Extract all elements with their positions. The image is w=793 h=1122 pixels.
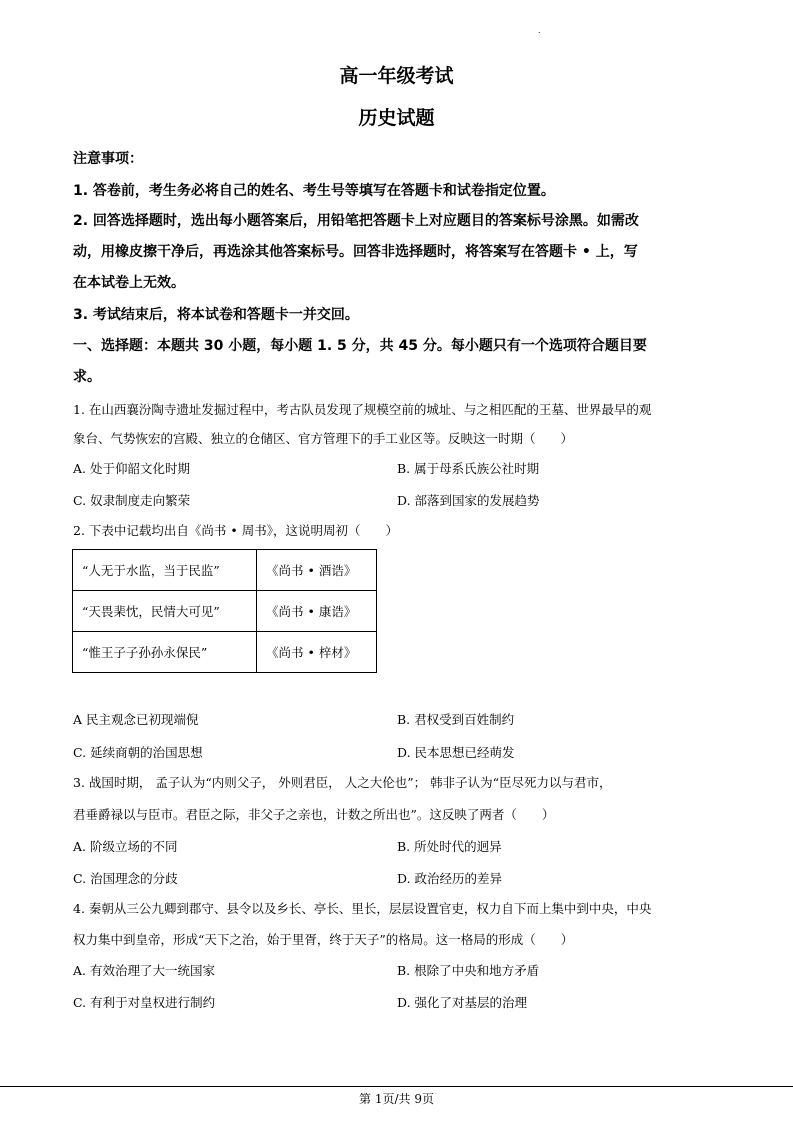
source-cell: 《尚书 • 康诰》 bbox=[257, 591, 377, 632]
q4-option-d: D. 强化了对基层的治理 bbox=[397, 995, 528, 1010]
q4-stem-line-2: 权力集中到皇帝，形成“天下之治，始于里胥，终于天子”的格局。这一格局的形成（ ） bbox=[73, 932, 574, 947]
q3-option-c: C. 治国理念的分歧 bbox=[73, 871, 178, 886]
q1-stem-line-2: 象台、气势恢宏的宫殿、独立的仓储区、官方管理下的手工业区等。反映这一时期（ ） bbox=[73, 431, 574, 446]
notice-item-1: 1. 答卷前，考生务必将自己的姓名、考生号等填写在答题卡和试卷指定位置。 bbox=[73, 183, 555, 199]
source-cell: 《尚书 • 梓材》 bbox=[257, 632, 377, 673]
subject-title: 历史试题 bbox=[358, 107, 435, 129]
section-heading-line-1: 一、选择题：本题共 30 小题，每小题 1. 5 分，共 45 分。每小题只有一个选项符合题目要 bbox=[73, 338, 647, 354]
notice-heading: 注意事项： bbox=[73, 151, 143, 167]
q2-option-d: D. 民本思想已经萌发 bbox=[397, 745, 515, 760]
table-row bbox=[73, 550, 377, 591]
quote-cell: “天畏棐忱，民情大可见” bbox=[73, 591, 257, 632]
notice-item-3: 3. 考试结束后，将本试卷和答题卡一并交回。 bbox=[73, 307, 359, 323]
quote-cell: “人无于水监，当于民监” bbox=[73, 550, 257, 591]
q3-option-a: A. 阶级立场的不同 bbox=[73, 839, 178, 854]
q4-option-b: B. 根除了中央和地方矛盾 bbox=[397, 963, 540, 978]
table-row bbox=[73, 632, 377, 673]
source-cell: 《尚书 • 酒诰》 bbox=[257, 550, 377, 591]
q1-option-d: D. 部落到国家的发展趋势 bbox=[397, 493, 540, 508]
q2-option-a: A 民主观念已初现端倪 bbox=[73, 712, 199, 727]
q1-option-b: B. 属于母系氏族公社时期 bbox=[397, 461, 540, 476]
footer-divider bbox=[0, 1086, 793, 1087]
exam-title: 高一年级考试 bbox=[339, 65, 454, 87]
q2-option-b: B. 君权受到百姓制约 bbox=[397, 712, 515, 727]
q1-option-a: A. 处于仰韶文化时期 bbox=[73, 461, 190, 476]
q3-option-d: D. 政治经历的差异 bbox=[397, 871, 503, 886]
section-heading-line-2: 求。 bbox=[73, 369, 101, 385]
table-row bbox=[73, 591, 377, 632]
q3-stem-line-1: 3. 战国时期， 孟子认为“内则父子， 外则君臣， 人之大伦也”； 韩非子认为“臣尽死力以与君市， bbox=[73, 775, 612, 790]
q2-option-c: C. 延续商朝的治国思想 bbox=[73, 745, 203, 760]
q4-option-a: A. 有效治理了大一统国家 bbox=[73, 963, 215, 978]
q1-option-c: C. 奴隶制度走向繁荣 bbox=[73, 493, 191, 508]
q2-quotes-table bbox=[72, 549, 377, 673]
q3-option-b: B. 所处时代的迥异 bbox=[397, 839, 502, 854]
corner-mark: . bbox=[538, 26, 541, 35]
quote-cell: “惟王子子孙孙永保民” bbox=[73, 632, 257, 673]
q1-stem-line-1: 1. 在山西襄汾陶寺遗址发掘过程中，考古队员发现了规模空前的城址、与之相匹配的王墓、世界最早的观 bbox=[73, 402, 652, 417]
q2-stem: 2. 下表中记载均出自《尚书 • 周书》，这说明周初（ ） bbox=[73, 523, 398, 538]
notice-item-2-line-3: 在本试卷上无效。 bbox=[73, 275, 185, 291]
notice-item-2-line-1: 2. 回答选择题时，选出每小题答案后，用铅笔把答题卡上对应题目的答案标号涂黑。如需改 bbox=[73, 213, 639, 229]
q4-stem-line-1: 4. 秦朝从三公九卿到郡守、县令以及乡长、亭长、里长，层层设置官吏，权力自下而上集中到中央，中央 bbox=[73, 901, 652, 916]
notice-item-2-line-2: 动，用橡皮擦干净后，再选涂其他答案标号。回答非选择题时，将答案写在答题卡 • 上，写 bbox=[73, 244, 638, 260]
q3-stem-line-2: 君垂爵禄以与臣市。君臣之际，非父子之亲也，计数之所出也”。这反映了两者（ ） bbox=[73, 807, 555, 822]
page-number: 第 1页/共 9页 bbox=[359, 1092, 434, 1106]
q4-option-c: C. 有利于对皇权进行制约 bbox=[73, 995, 216, 1010]
